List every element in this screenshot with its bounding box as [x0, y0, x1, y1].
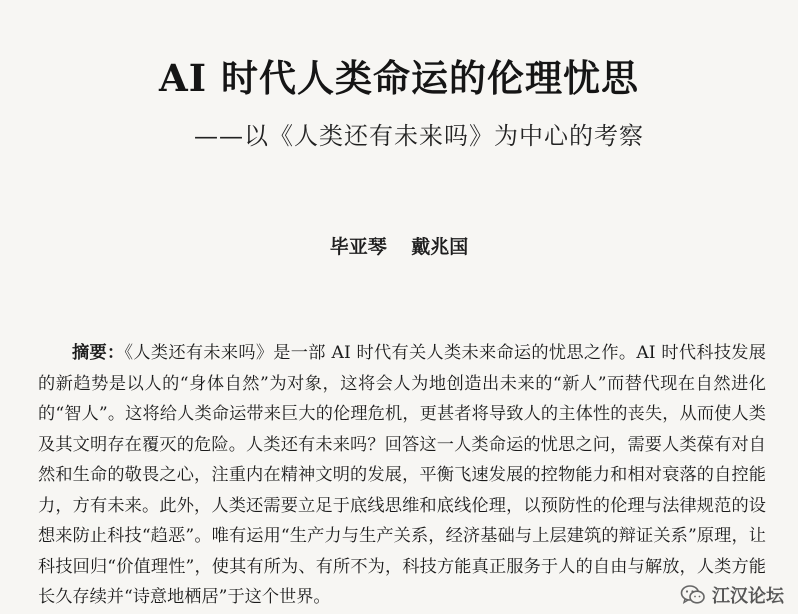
abstract [38, 338, 766, 613]
watermark-text: 江汉论坛 [712, 586, 784, 607]
abstract-text: 《人类还有未来吗》是一部 AI 时代有关人类未来命运的忧思之作。AI 时代科技发展的新趋势是以人的“身体自然”为对象，这将会人为地创造出未来的“新人”而替代现在自然进化的“智人”。这将给人类命运带来巨大的伦理危机，更甚者将导致人的主体性的丧失，从而使人类及其文明存在覆灭的危险。人类还有未来吗？回答这一人类命运的忧思之问，需要人类葆有对自然和生命的敬畏之心，注重内在精神文明的发展，平衡飞速发展的控物能力和相对衰落的自控能力，方有未来。此外，人类还需要立足于底线思维和底线伦理，以预防性的伦理与法律规范的设想来防止科技“趋恶”。唯有运用“生产力与生产关系，经济基础与上层建筑的辩证关系”原理，让科技回归“价值理性”，使其有所为、有所不为，科技方能真正服务于人的自由与解放，人类方能长久存续并“诗意地栖居”于这个世界。 [38, 343, 766, 607]
paper-subtitle: ——以《人类还有未来吗》为中心的考察 [194, 122, 644, 150]
abstract-label: 摘要： [72, 343, 125, 363]
wechat-icon [680, 584, 706, 606]
paper-title: AI 时代人类命运的伦理忧思 [159, 56, 639, 100]
paper-authors: 毕亚琴 戴兆国 [329, 236, 469, 258]
watermark [680, 582, 784, 608]
